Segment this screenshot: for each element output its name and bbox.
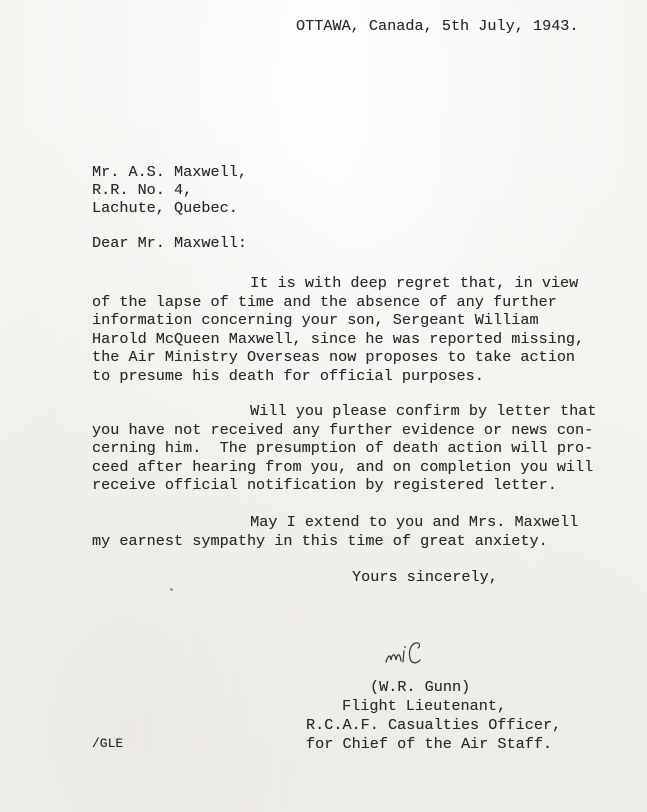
signature-initials-mark <box>384 638 434 670</box>
recipient-name: Mr. A.S. Maxwell, <box>92 163 247 181</box>
paragraph-line: the Air Ministry Overseas now proposes to take action <box>92 348 576 367</box>
signatory-rank: Flight Lieutenant, <box>342 697 507 715</box>
paragraph-line: cerning him. The presumption of death action will pro- <box>92 439 594 458</box>
paragraph-line: to presume his death for official purposes. <box>92 367 484 385</box>
signatory-name: (W.R. Gunn) <box>370 678 471 696</box>
paragraph-line: Harold McQueen Maxwell, since he was reported missing, <box>92 329 585 348</box>
paragraph-line: ceed after hearing from you, and on completion you will <box>92 457 594 476</box>
paragraph-line: It is with deep regret that, in view <box>77 274 579 292</box>
dateline: OTTAWA, Canada, 5th July, 1943. <box>296 17 579 35</box>
recipient-address-line2: Lachute, Quebec. <box>92 199 238 217</box>
signatory-on-behalf: for Chief of the Air Staff. <box>306 735 553 753</box>
paragraph-line: Will you please confirm by letter that <box>77 402 597 420</box>
signatory-title: R.C.A.F. Casualties Officer, <box>306 716 562 734</box>
paragraph-line: information concerning your son, Sergeant William <box>92 311 539 330</box>
salutation: Dear Mr. Maxwell: <box>92 234 247 252</box>
closing: Yours sincerely, <box>352 568 498 586</box>
paragraph-line: you have not received any further evidence or news con- <box>92 420 594 439</box>
paragraph-line: of the lapse of time and the absence of any further <box>92 292 557 311</box>
paragraph-line: receive official notification by registered letter. <box>92 476 557 495</box>
paper-speck <box>170 588 173 591</box>
typist-reference: /GLE <box>92 736 124 751</box>
paragraph-line: May I extend to you and Mrs. Maxwell <box>77 513 579 531</box>
recipient-address-line1: R.R. No. 4, <box>92 181 193 199</box>
paragraph-line: my earnest sympathy in this time of great anxiety. <box>92 531 548 550</box>
